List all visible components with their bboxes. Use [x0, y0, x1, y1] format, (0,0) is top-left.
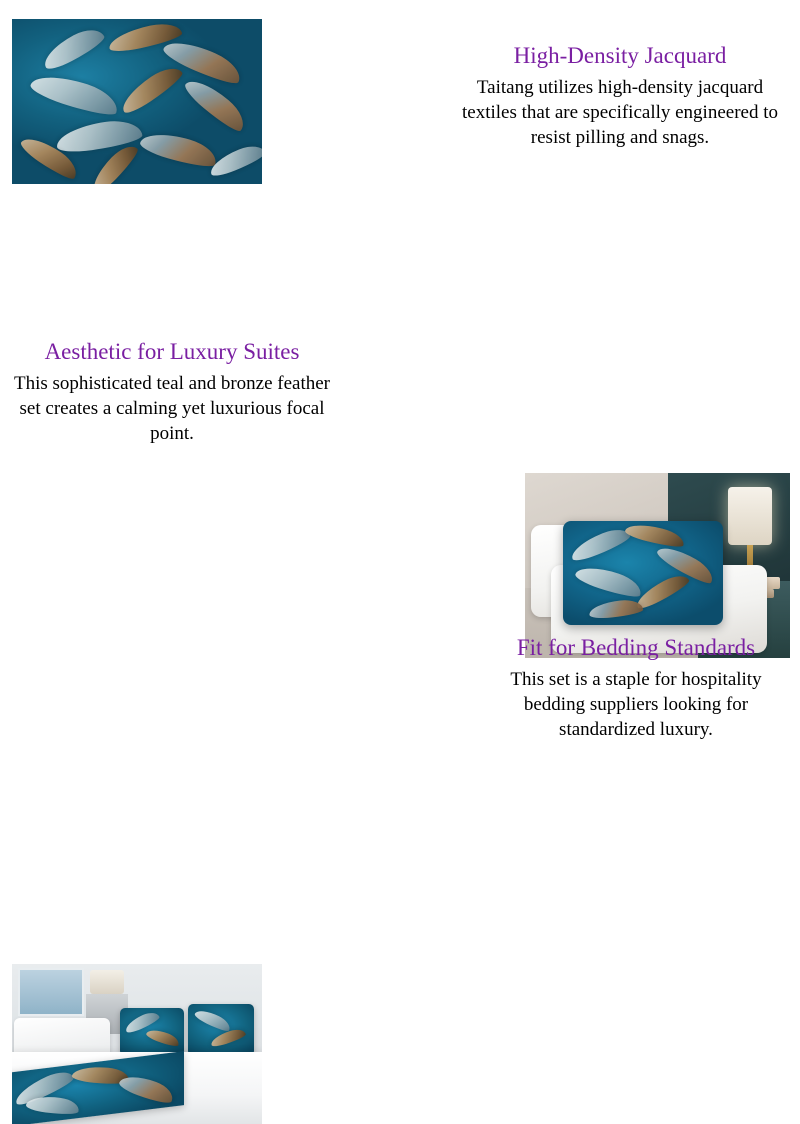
section-1-body: Taitang utilizes high-density jacquard textiles that are specifically engineered to resist pilling and snags.	[462, 76, 778, 149]
table-lamp-shade	[90, 970, 124, 994]
window	[18, 968, 84, 1016]
section-2-heading: Aesthetic for Luxury Suites	[44, 339, 300, 364]
section-3-heading: Fit for Bedding Standards	[516, 635, 756, 660]
teal-feather-pillow-a	[120, 1008, 184, 1056]
section-2-text	[10, 338, 334, 447]
pillow-scene-image	[525, 473, 790, 658]
bed-scene-image	[12, 964, 262, 1124]
section-2-body: This sophisticated teal and bronze feather set creates a calming yet luxurious focal point.	[13, 372, 330, 445]
pillow-scene-illustration	[525, 473, 790, 658]
teal-feather-cushion	[563, 521, 723, 625]
section-1-text	[448, 42, 792, 151]
section-3-text	[480, 634, 792, 743]
teal-feather-pillow-b	[188, 1004, 254, 1056]
section-1-heading: High-Density Jacquard	[513, 43, 727, 68]
fabric-closeup-image	[12, 19, 262, 184]
jacquard-fabric-illustration	[12, 19, 262, 184]
section-3-body: This set is a staple for hospitality bedding suppliers looking for standardized luxury.	[510, 668, 762, 741]
bed-scene-illustration	[12, 964, 262, 1124]
lamp-shade	[728, 487, 772, 545]
